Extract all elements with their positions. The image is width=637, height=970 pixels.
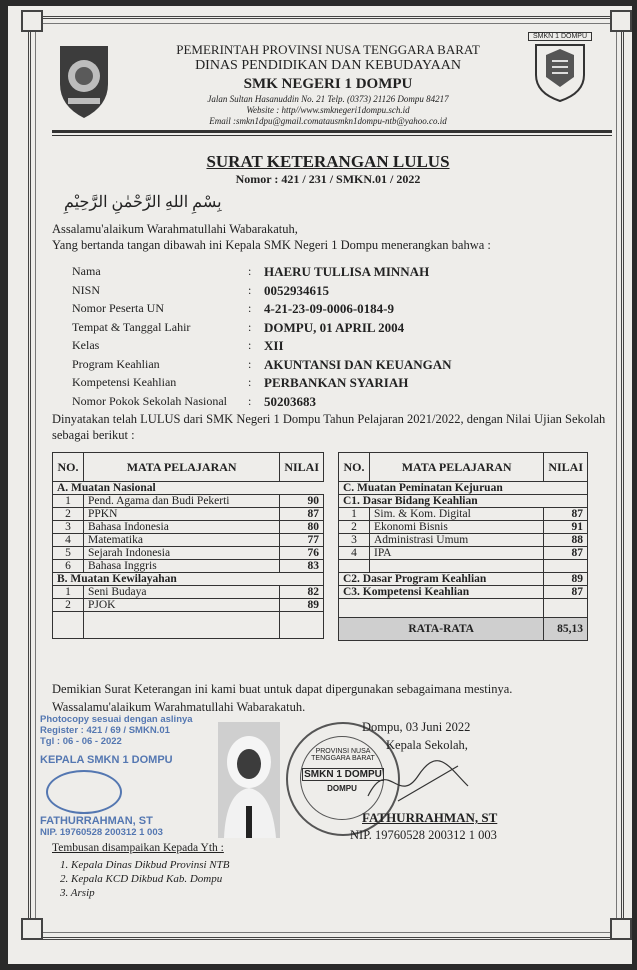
row-number: 2 xyxy=(53,599,84,612)
grade-row xyxy=(53,495,324,508)
subject-score: 88 xyxy=(544,534,588,547)
declaration-text: Dinyatakan telah LULUS dari SMK Negeri 1 Dompu Tahun Pelajaran 2021/2022, dengan Nilai Ujian Sekolah sebagai berikut : xyxy=(52,412,606,442)
header-score: NILAI xyxy=(280,453,324,482)
subject-score: 87 xyxy=(280,508,324,521)
average-score: 85,13 xyxy=(544,618,588,641)
grade-row xyxy=(53,586,324,599)
empty-cell xyxy=(544,560,588,573)
field-colon: : xyxy=(248,393,252,408)
empty-cell xyxy=(280,612,324,639)
document-number: Nomor : 421 / 231 / SMKN.01 / 2022 xyxy=(235,172,421,186)
row-number: 3 xyxy=(53,521,84,534)
section-a-title: A. Muatan Nasional xyxy=(53,482,324,495)
row-number: 1 xyxy=(53,495,84,508)
header-email: Email :smkn1dpu@gmail.comatausmkn1dompu-ntb@yahoo.co.id xyxy=(209,116,447,126)
grades-table-right xyxy=(338,452,588,641)
grade-row xyxy=(53,521,324,534)
round-stamp-icon xyxy=(46,770,122,814)
grade-row xyxy=(339,547,588,560)
student-field-label: Nomor Pokok Sekolah Nasional xyxy=(72,393,227,408)
student-portrait-icon xyxy=(218,722,280,838)
student-field-label: Program Keahlian xyxy=(72,356,160,371)
subject-name: Bahasa Inggris xyxy=(84,560,280,573)
subject-name: PPKN xyxy=(84,508,280,521)
row-number: 2 xyxy=(339,521,370,534)
grade-row xyxy=(53,547,324,560)
grade-row xyxy=(339,521,588,534)
closing-salam: Wassalamu'alaikum Warahmatullahi Wabarakatuh. xyxy=(52,700,306,714)
stamp-line: FATHURRAHMAN, ST xyxy=(40,815,153,827)
border-corner xyxy=(21,918,43,940)
border-corner xyxy=(610,918,632,940)
stamp-line: NIP. 19760528 200312 1 003 xyxy=(40,827,163,838)
subject-score: 90 xyxy=(280,495,324,508)
field-colon: : xyxy=(248,338,252,352)
border-corner xyxy=(21,10,43,32)
grade-row xyxy=(53,599,324,612)
grade-row xyxy=(339,534,588,547)
cc-list xyxy=(60,858,229,900)
intro-text: Yang bertanda tangan dibawah ini Kepala SMK Negeri 1 Dompu menerangkan bahwa : xyxy=(52,238,491,252)
signature-role: Kepala Sekolah, xyxy=(386,738,468,752)
subject-score: 89 xyxy=(280,599,324,612)
subject-score: 77 xyxy=(280,534,324,547)
subject-score: 91 xyxy=(544,521,588,534)
stamp-center-text: SMKN 1 DOMPU xyxy=(302,768,384,781)
student-photo xyxy=(218,722,280,838)
subject-name: PJOK xyxy=(84,599,280,612)
student-field-label: NISN xyxy=(72,282,101,297)
stamp-line: Photocopy sesuai dengan aslinya xyxy=(40,714,193,725)
header-rule xyxy=(52,130,612,133)
grade-row xyxy=(339,508,588,521)
empty-cell xyxy=(339,599,544,618)
c2-score: 89 xyxy=(544,573,588,586)
grades-table-left xyxy=(52,452,324,639)
school-logo-label: SMKN 1 DOMPU xyxy=(528,32,592,41)
stamp-line: KEPALA SMKN 1 DOMPU xyxy=(40,754,173,766)
student-field-value: HAERU TULLISA MINNAH xyxy=(264,264,430,279)
student-field-value: DOMPU, 01 APRIL 2004 xyxy=(264,319,405,335)
grade-row xyxy=(53,534,324,547)
document-sheet xyxy=(8,6,632,964)
closing-text: Demikian Surat Keterangan ini kami buat untuk dapat dipergunakan sebagaimana mestinya. xyxy=(52,682,513,696)
header-subject: MATA PELAJARAN xyxy=(370,453,544,482)
row-number: 1 xyxy=(339,508,370,521)
basmalah-text: بِسْمِ اللهِ الرَّحْمٰنِ الرَّحِيْمِ xyxy=(64,194,222,211)
section-c1-title: C1. Dasar Bidang Keahlian xyxy=(339,495,588,508)
student-field-label: Kelas xyxy=(72,338,100,352)
subject-name: Administrasi Umum xyxy=(370,534,544,547)
header-line-2: DINAS PENDIDIKAN DAN KEBUDAYAAN xyxy=(195,58,461,73)
greeting: Assalamu'alaikum Warahmatullahi Wabarakatuh, xyxy=(52,222,298,236)
shield-icon xyxy=(528,41,592,103)
field-colon: : xyxy=(248,282,252,297)
field-colon: : xyxy=(248,264,252,278)
signature-place-date: Dompu, 03 Juni 2022 xyxy=(362,720,471,734)
student-field-value: AKUNTANSI DAN KEUANGAN xyxy=(264,356,452,372)
signature-scribble-icon xyxy=(358,746,478,816)
stamp-line: Tgl : 06 - 06 - 2022 xyxy=(40,736,122,747)
row-number: 5 xyxy=(53,547,84,560)
subject-name: Bahasa Indonesia xyxy=(84,521,280,534)
empty-cell xyxy=(84,612,280,639)
subject-name: IPA xyxy=(370,547,544,560)
empty-cell xyxy=(370,560,544,573)
field-colon: : xyxy=(248,319,252,334)
student-field-label: Kompetensi Keahlian xyxy=(72,375,177,389)
header-rule-thin xyxy=(52,135,612,136)
subject-name: Seni Budaya xyxy=(84,586,280,599)
section-c-title: C. Muatan Peminatan Kejuruan xyxy=(339,482,588,495)
document-title: SURAT KETERANGAN LULUS xyxy=(206,152,450,171)
row-number: 4 xyxy=(53,534,84,547)
row-number: 6 xyxy=(53,560,84,573)
cc-item: 3. Arsip xyxy=(60,887,95,899)
field-colon: : xyxy=(248,301,252,315)
header-score: NILAI xyxy=(544,453,588,482)
header-no: NO. xyxy=(339,453,370,482)
student-field-label: Tempat & Tanggal Lahir xyxy=(72,319,191,334)
row-number: 4 xyxy=(339,547,370,560)
subject-name: Ekonomi Bisnis xyxy=(370,521,544,534)
student-field-value: PERBANKAN SYARIAH xyxy=(264,375,409,390)
province-emblem-icon xyxy=(56,40,112,120)
field-colon: : xyxy=(248,356,252,371)
subject-score: 87 xyxy=(544,547,588,560)
header-line-1: PEMERINTAH PROVINSI NUSA TENGGARA BARAT xyxy=(176,42,480,57)
row-number: 2 xyxy=(53,508,84,521)
subject-score: 82 xyxy=(280,586,324,599)
field-colon: : xyxy=(248,375,252,389)
student-field-value: XII xyxy=(264,338,284,353)
student-field-value: 50203683 xyxy=(264,393,316,409)
stamp-line: Register : 421 / 69 / SMKN.01 xyxy=(40,725,170,736)
subject-name: Sejarah Indonesia xyxy=(84,547,280,560)
header-website: Website : http//www.smknegeri1dompu.sch.id xyxy=(246,105,410,115)
c3-score: 87 xyxy=(544,586,588,599)
student-field-label: Nama xyxy=(72,264,101,278)
border-corner xyxy=(610,10,632,32)
row-number: 3 xyxy=(339,534,370,547)
header-subject: MATA PELAJARAN xyxy=(84,453,280,482)
subject-name: Sim. & Kom. Digital xyxy=(370,508,544,521)
stamp-sub-text: DOMPU xyxy=(327,784,357,793)
subject-name: Matematika xyxy=(84,534,280,547)
subject-score: 76 xyxy=(280,547,324,560)
header-address: Jalan Sultan Hasanuddin No. 21 Telp. (0373) 21126 Dompu 84217 xyxy=(207,94,449,104)
student-field-value: 0052934615 xyxy=(264,282,329,298)
grade-row xyxy=(53,508,324,521)
subject-score: 83 xyxy=(280,560,324,573)
cc-item: 1. Kepala Dinas Dikbud Provinsi NTB xyxy=(60,859,230,871)
school-logo xyxy=(528,32,592,106)
cc-title: Tembusan disampaikan Kepada Yth : xyxy=(52,842,224,854)
student-field-label: Nomor Peserta UN xyxy=(72,301,164,315)
section-c3-title: C3. Kompetensi Keahlian xyxy=(339,586,544,599)
cc-item: 2. Kepala KCD Dikbud Kab. Dompu xyxy=(60,873,223,885)
header-school-name: SMK NEGERI 1 DOMPU xyxy=(243,76,413,92)
empty-cell xyxy=(544,599,588,618)
subject-score: 80 xyxy=(280,521,324,534)
empty-cell xyxy=(53,612,84,639)
subject-score: 87 xyxy=(544,508,588,521)
signature-name: FATHURRAHMAN, ST xyxy=(362,810,498,825)
section-b-title: B. Muatan Kewilayahan xyxy=(53,573,324,586)
empty-cell xyxy=(339,560,370,573)
stamp-ring-text: PROVINSI NUSA TENGGARA BARAT xyxy=(311,748,375,762)
row-number: 1 xyxy=(53,586,84,599)
photocopy-stamp xyxy=(40,714,220,838)
header-no: NO. xyxy=(53,453,84,482)
subject-name: Pend. Agama dan Budi Pekerti xyxy=(84,495,280,508)
section-c2-title: C2. Dasar Program Keahlian xyxy=(339,573,544,586)
student-field-value: 4-21-23-09-0006-0184-9 xyxy=(264,301,394,316)
average-label: RATA-RATA xyxy=(339,618,544,641)
grade-row xyxy=(53,560,324,573)
signature-nip: NIP. 19760528 200312 1 003 xyxy=(350,828,497,842)
